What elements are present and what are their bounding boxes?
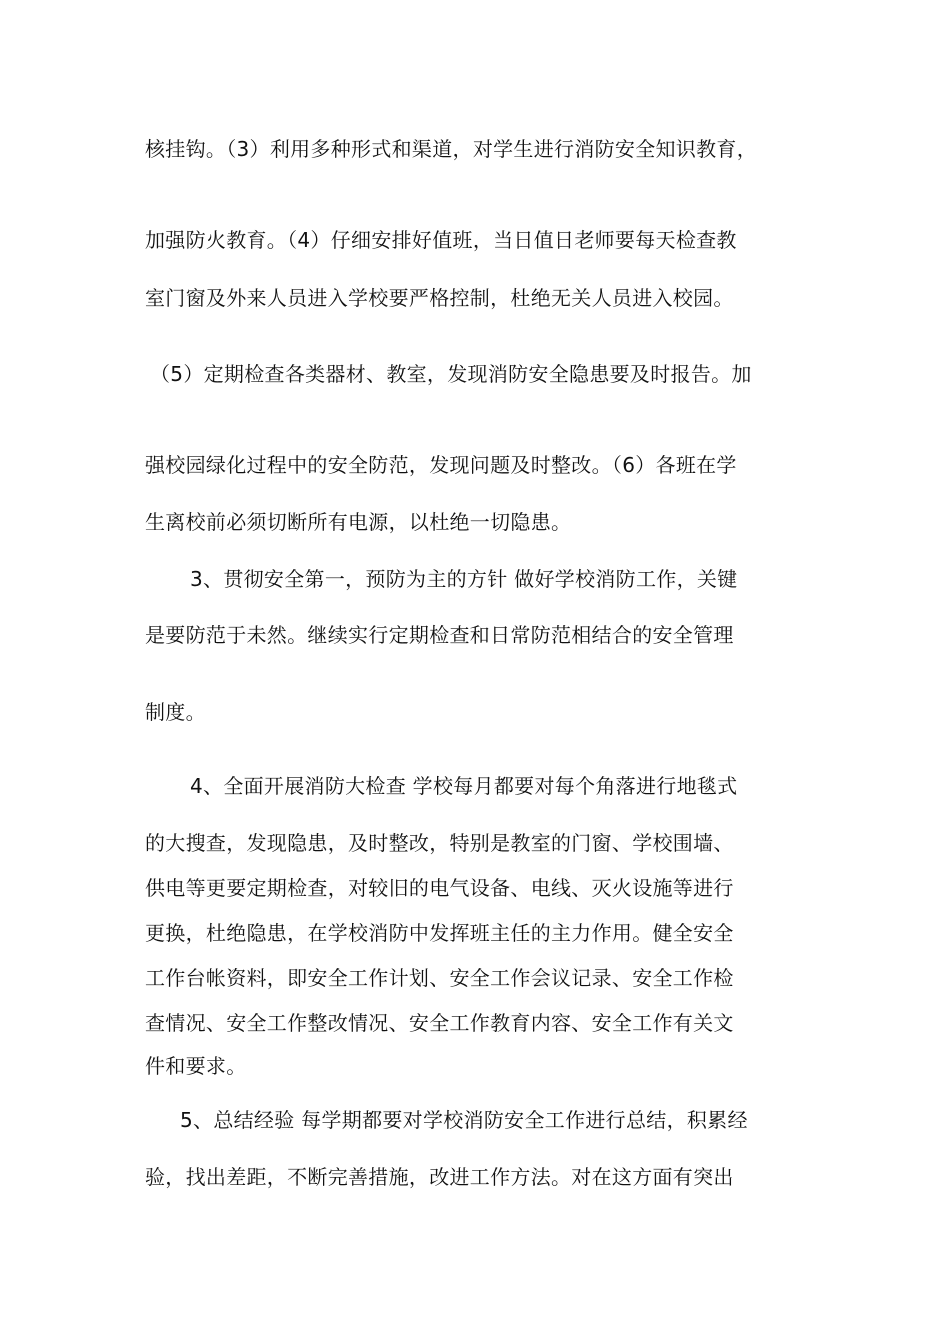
paragraph-line: 制度。 — [145, 700, 206, 724]
paragraph-line: 供电等更要定期检查，对较旧的电气设备、电线、灭火设施等进行 — [145, 876, 734, 900]
section-4-heading-line: 4、全面开展消防大检查 学校每月都要对每个角落进行地毯式 — [190, 774, 738, 798]
paragraph-line: 加强防火教育。（4）仔细安排好值班，当日值日老师要每天检查教 — [145, 228, 737, 252]
paragraph-line: 的大搜查，发现隐患，及时整改，特别是教室的门窗、学校围墙、 — [145, 831, 734, 855]
paragraph-line: 生离校前必须切断所有电源，以杜绝一切隐患。 — [145, 510, 572, 534]
paragraph-line: 验，找出差距，不断完善措施，改进工作方法。对在这方面有突出 — [145, 1165, 734, 1189]
paragraph-line: （5）定期检查各类器材、教室，发现消防安全隐患要及时报告。加 — [150, 362, 752, 386]
paragraph-line: 件和要求。 — [145, 1054, 247, 1078]
paragraph-line: 查情况、安全工作整改情况、安全工作教育内容、安全工作有关文 — [145, 1011, 734, 1035]
section-3-heading-line: 3、贯彻安全第一，预防为主的方针 做好学校消防工作，关键 — [190, 567, 738, 591]
paragraph-line: 工作台帐资料，即安全工作计划、安全工作会议记录、安全工作检 — [145, 966, 734, 990]
paragraph-line: 强校园绿化过程中的安全防范，发现问题及时整改。（6）各班在学 — [145, 453, 737, 477]
paragraph-line: 更换，杜绝隐患，在学校消防中发挥班主任的主力作用。健全安全 — [145, 921, 734, 945]
section-5-heading-line: 5、总结经验 每学期都要对学校消防安全工作进行总结，积累经 — [180, 1108, 748, 1132]
paragraph-line: 核挂钩。（3）利用多种形式和渠道，对学生进行消防安全知识教育， — [145, 137, 758, 161]
paragraph-line: 室门窗及外来人员进入学校要严格控制，杜绝无关人员进入校园。 — [145, 286, 734, 310]
paragraph-line: 是要防范于未然。继续实行定期检查和日常防范相结合的安全管理 — [145, 623, 734, 647]
